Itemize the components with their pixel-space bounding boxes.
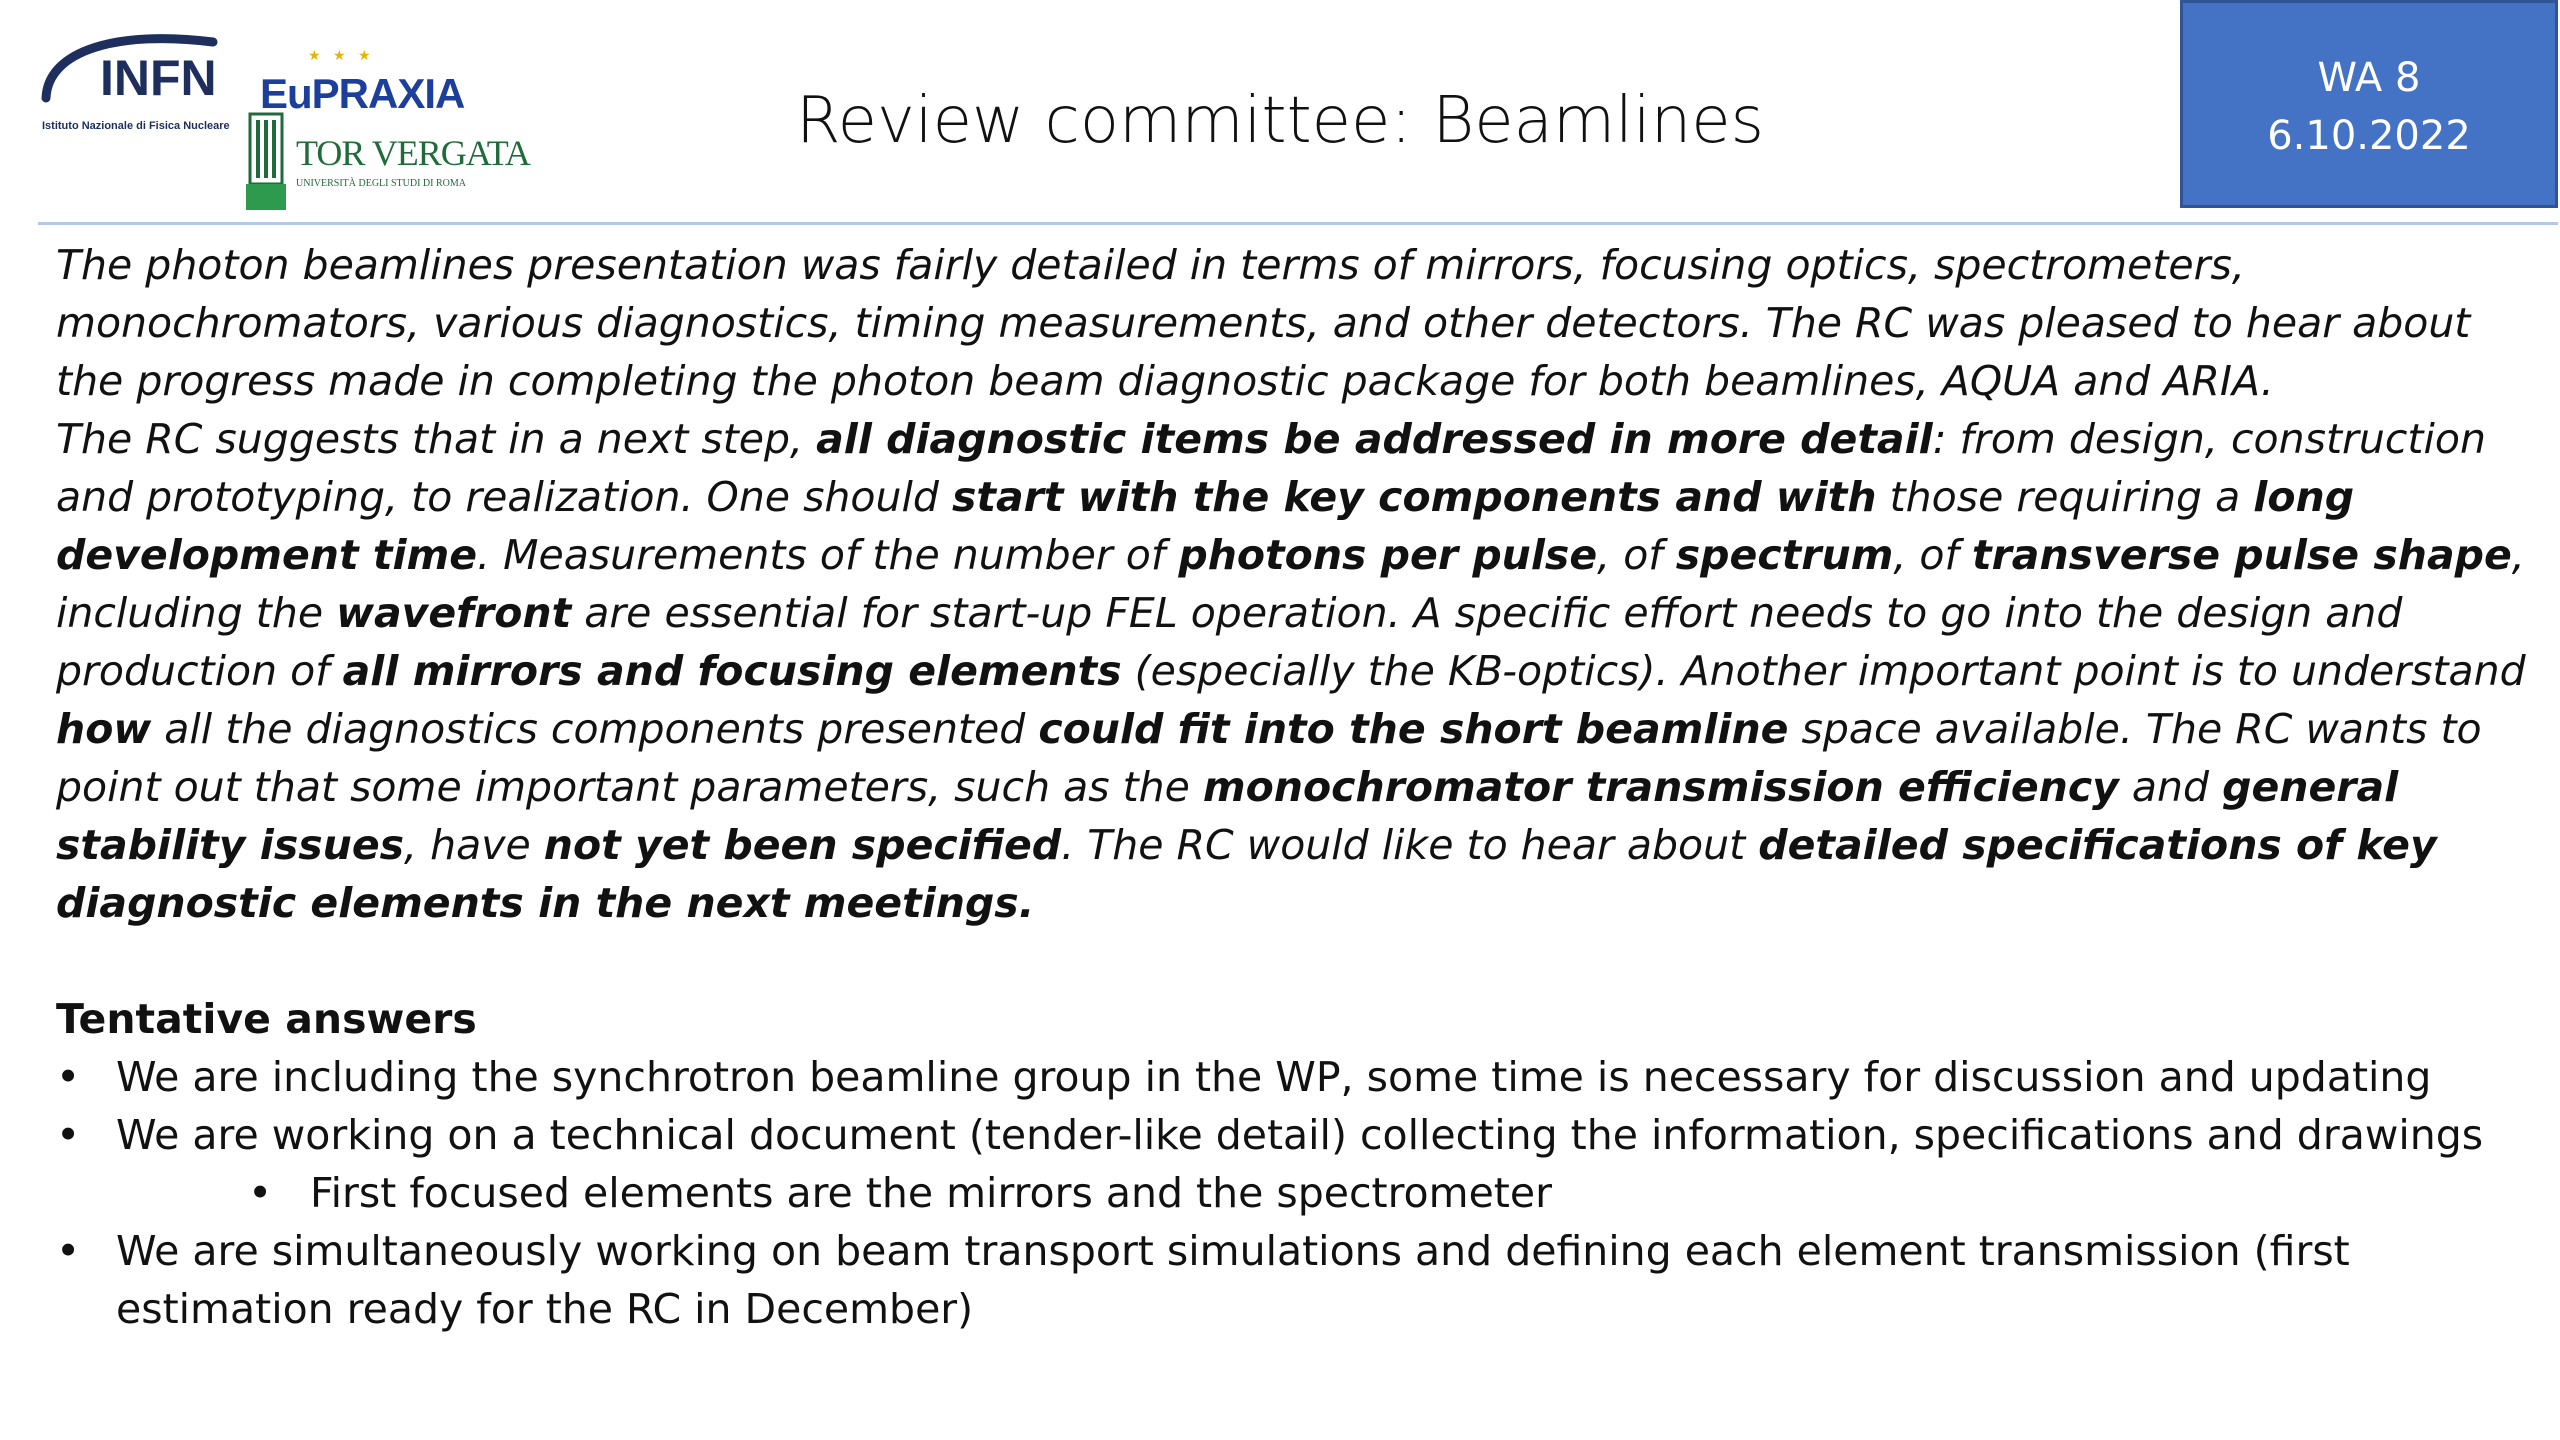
answers-heading: Tentative answers [56,995,477,1043]
bullet-icon: • [56,1111,81,1159]
bullet-icon: • [56,1053,81,1101]
review-paragraph-2: The RC suggests that in a next step, all diagnostic items be addressed in more detail: from design, construction and prototyping, to realization. One should start with the key components and with those requiring a long development time. Measurements of the number of photons per pulse, of spectrum, of transverse pulse shape, including the wavefront are essential for start-up FEL operation. A specific effort needs to go into the design and production of all mirrors and focusing elements (especially the KB-optics). Another important point is to understand how all the diagnostics components presented could fit into the short beamline space available. The RC wants to point out that some important parameters, such as the monochromator transmission efficiency and general stability issues, have not yet been specified. The RC would like to hear about detailed specifications of key diagnostic elements in the next meetings. [56,415,2526,927]
list-item: • We are simultaneously working on beam transport simulations and defining each element transmission (first estimation ready for the RC in December) [56,1222,2526,1338]
logo-group [38,20,530,215]
slide-title: Review committee: Beamlines [795,84,1765,158]
torvergata-shield-icon [246,112,286,210]
infn-subtitle: Istituto Nazionale di Fisica Nucleare [42,120,230,132]
slide-body [56,236,2526,1338]
wa-date: 6.10.2022 [2267,113,2471,159]
torvergata-subtitle: UNIVERSITÀ DEGLI STUDI DI ROMA [296,178,466,189]
infn-wordmark: INFN [100,50,217,106]
review-paragraph-1: The photon beamlines presentation was fairly detailed in terms of mirrors, focusing optics, spectrometers, monochromators, various diagnostics, timing measurements, and other detectors. The RC was pleased to hear about the progress made in completing the photon beam diagnostic package for both beamlines, AQUA and ARIA. [56,241,2471,405]
header-divider [38,222,2558,225]
infn-arc-icon [38,20,268,120]
answers-list [56,1048,2526,1338]
torvergata-logo [246,112,530,212]
list-item: • We are including the synchrotron beamline group in the WP, some time is necessary for discussion and updating [56,1048,2526,1106]
list-item-sub: • First focused elements are the mirrors and the spectrometer [56,1164,2526,1222]
bullet-icon: • [56,1227,81,1275]
eupraxia-wordmark: EuPRAXIA [260,70,465,117]
wa-date-box [2180,0,2558,208]
wa-label: WA 8 [2317,55,2421,101]
infn-logo [38,20,268,150]
eu-stars-icon: ★ ★ ★ [308,48,375,64]
list-item: • We are working on a technical document (tender-like detail) collecting the information, specifications and drawings [56,1106,2526,1164]
torvergata-wordmark: TOR VERGATA [296,133,530,173]
bullet-icon: • [248,1169,273,1217]
